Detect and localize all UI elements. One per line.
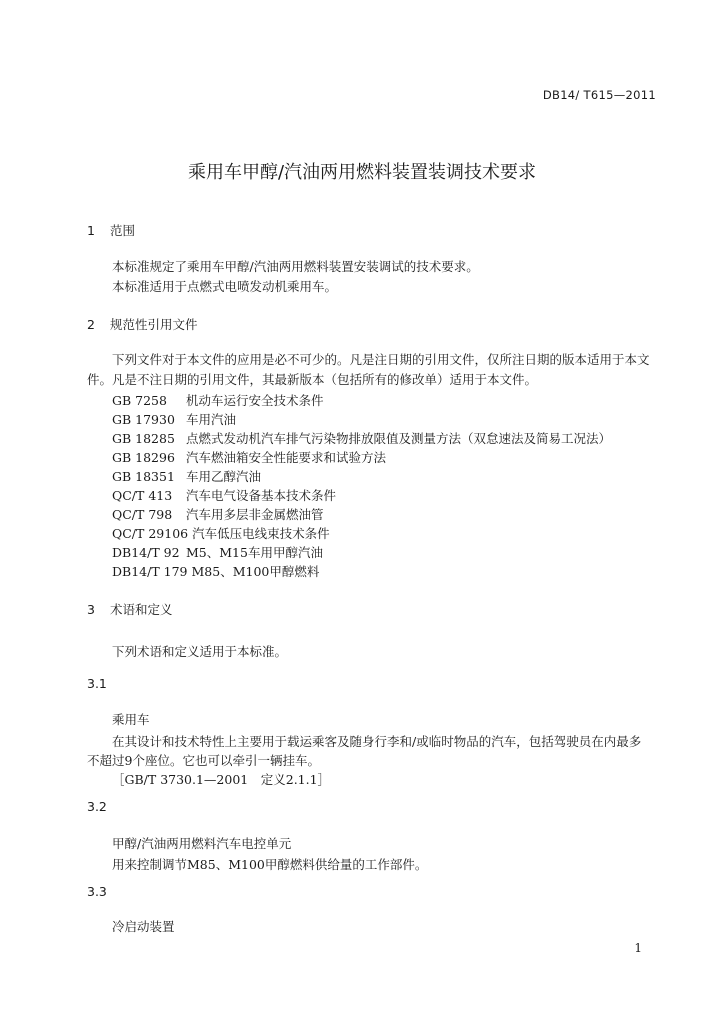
reference-code: GB 18285	[112, 431, 175, 446]
term-number: 3.2	[87, 799, 107, 814]
reference-code: QC/T 798	[112, 507, 173, 522]
paragraph: 本标准规定了乘用车甲醇/汽油两用燃料装置安装调试的技术要求。	[112, 259, 479, 274]
term-source: ［GB/T 3730.1—2001 定义2.1.1］	[112, 772, 331, 787]
term-name: 乘用车	[112, 712, 150, 727]
reference-code: QC/T 29106	[112, 526, 189, 541]
reference-code: GB 17930	[112, 412, 175, 427]
reference-code: QC/T 413	[112, 488, 173, 503]
section-number: 2	[87, 317, 95, 332]
section-number: 3	[87, 602, 95, 617]
term-definition-continuation: 不超过9个座位。它也可以牵引一辆挂车。	[87, 753, 320, 768]
reference-item	[112, 562, 319, 580]
reference-item	[112, 448, 386, 466]
standard-code: DB14/ T615—2011	[542, 88, 656, 102]
section-title: 规范性引用文件	[109, 317, 198, 332]
reference-item	[112, 486, 336, 504]
term-name: 甲醇/汽油两用燃料汽车电控单元	[112, 836, 292, 851]
reference-item	[112, 505, 324, 523]
reference-title: 机动车运行安全技术条件	[185, 393, 324, 408]
reference-code: DB14/T 92	[112, 545, 180, 560]
reference-title: 汽车用多层非金属燃油管	[185, 507, 324, 522]
reference-item	[112, 524, 330, 542]
reference-title: 点燃式发动机汽车排气污染物排放限值及测量方法（双怠速法及简易工况法）	[185, 431, 611, 446]
reference-code: DB14/T 179	[112, 564, 188, 579]
term-definition: 用来控制调节M85、M100甲醇燃料供给量的工作部件。	[112, 857, 428, 872]
page-number: 1	[634, 941, 642, 955]
paragraph: 本标准适用于点燃式电喷发动机乘用车。	[112, 279, 338, 294]
term-number: 3.1	[87, 676, 107, 691]
reference-item	[112, 467, 261, 485]
reference-item	[112, 391, 324, 409]
reference-title: 汽车燃油箱安全性能要求和试验方法	[185, 450, 386, 465]
reference-code: GB 18296	[112, 450, 175, 465]
reference-item	[112, 410, 236, 428]
reference-title: 汽车电气设备基本技术条件	[185, 488, 336, 503]
term-definition: 在其设计和技术特性上主要用于载运乘客及随身行李和/或临时物品的汽车，包括驾驶员在内最多	[112, 734, 642, 749]
reference-title: 车用乙醇汽油	[185, 469, 261, 484]
section-title: 术语和定义	[109, 602, 173, 617]
paragraph: 下列术语和定义适用于本标准。	[112, 644, 288, 659]
paragraph: 下列文件对于本文件的应用是必不可少的。凡是注日期的引用文件，仅所注日期的版本适用于本文	[112, 352, 650, 367]
section-1-heading	[87, 221, 135, 239]
reference-code: GB 7258	[112, 393, 167, 408]
reference-title: 车用汽油	[185, 412, 236, 427]
term-number: 3.3	[87, 884, 107, 899]
reference-title: M85、M100甲醇燃料	[191, 564, 320, 579]
reference-code: GB 18351	[112, 469, 175, 484]
section-3-heading	[87, 600, 173, 618]
document-title: 乘用车甲醇/汽油两用燃料装置装调技术要求	[187, 162, 537, 183]
reference-title: 汽车低压电线束技术条件	[192, 526, 330, 541]
reference-title: M5、M15车用甲醇汽油	[185, 545, 323, 560]
reference-item	[112, 543, 323, 561]
section-2-heading	[87, 315, 198, 333]
paragraph-continuation: 件。凡是不注日期的引用文件，其最新版本（包括所有的修改单）适用于本文件。	[87, 372, 538, 387]
reference-item	[112, 429, 611, 447]
section-title: 范围	[109, 223, 135, 238]
term-name: 冷启动装置	[112, 919, 175, 934]
section-number: 1	[87, 223, 95, 238]
